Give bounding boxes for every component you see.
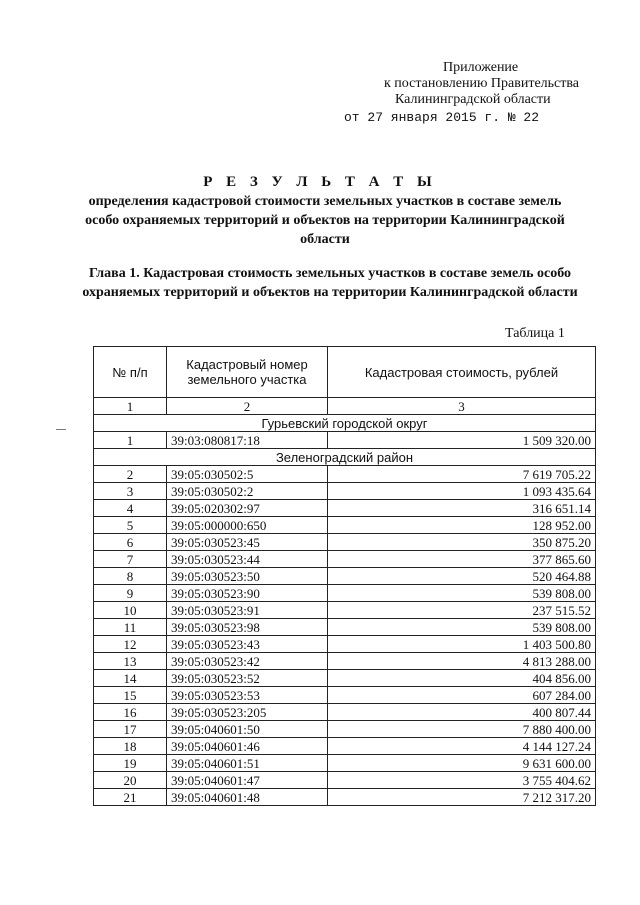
group-name: Гурьевский городской округ (94, 415, 596, 432)
table-row (94, 432, 596, 449)
table-row (94, 670, 596, 687)
row-number: 21 (94, 789, 167, 806)
table-row (94, 738, 596, 755)
table-row (94, 772, 596, 789)
cadastral-number: 39:05:030523:45 (167, 534, 328, 551)
cadastral-value: 539 808.00 (328, 585, 596, 602)
column-number: 2 (167, 398, 328, 415)
cadastral-number: 39:03:080817:18 (167, 432, 328, 449)
group-header-row (94, 449, 596, 466)
cadastral-number: 39:05:030523:91 (167, 602, 328, 619)
table-row (94, 466, 596, 483)
row-number: 5 (94, 517, 167, 534)
cadastral-value: 1 093 435.64 (328, 483, 596, 500)
cadastral-value: 128 952.00 (328, 517, 596, 534)
results-title: Р Е З У Л Ь Т А Т Ы (203, 174, 437, 190)
cadastral-value: 316 651.14 (328, 500, 596, 517)
row-number: 20 (94, 772, 167, 789)
appendix-date-line: от 27 января 2015 г. № 22 (344, 110, 540, 125)
table-row (94, 500, 596, 517)
cadastral-value: 400 807.44 (328, 704, 596, 721)
table-row (94, 721, 596, 738)
cadastral-number: 39:05:030502:5 (167, 466, 328, 483)
table-row (94, 585, 596, 602)
table-row (94, 602, 596, 619)
cadastral-number: 39:05:030523:44 (167, 551, 328, 568)
cadastral-value: 7 212 317.20 (328, 789, 596, 806)
appendix-region-line: Калининградской области (395, 92, 551, 107)
row-number: 1 (94, 432, 167, 449)
cadastral-number: 39:05:030523:205 (167, 704, 328, 721)
table-row (94, 568, 596, 585)
cadastral-value: 404 856.00 (328, 670, 596, 687)
table-row (94, 687, 596, 704)
cadastral-value: 1 403 500.80 (328, 636, 596, 653)
table-row (94, 789, 596, 806)
row-number: 6 (94, 534, 167, 551)
table-row (94, 636, 596, 653)
cadastral-number: 39:05:030523:53 (167, 687, 328, 704)
cadastral-number: 39:05:000000:650 (167, 517, 328, 534)
header-cadastral-value: Кадастровая стоимость, рублей (328, 347, 596, 398)
row-number: 14 (94, 670, 167, 687)
row-number: 11 (94, 619, 167, 636)
cadastral-value: 377 865.60 (328, 551, 596, 568)
row-number: 10 (94, 602, 167, 619)
table-row (94, 619, 596, 636)
table-row (94, 704, 596, 721)
table-label: Таблица 1 (505, 326, 565, 341)
cadastral-table (93, 346, 596, 806)
group-header-row (94, 415, 596, 432)
cadastral-number: 39:05:030523:43 (167, 636, 328, 653)
table-row (94, 483, 596, 500)
row-number: 17 (94, 721, 167, 738)
row-number: 8 (94, 568, 167, 585)
row-number: 9 (94, 585, 167, 602)
table-row (94, 517, 596, 534)
row-number: 2 (94, 466, 167, 483)
row-number: 3 (94, 483, 167, 500)
appendix-block (300, 60, 600, 126)
row-number: 18 (94, 738, 167, 755)
cadastral-number: 39:05:030523:98 (167, 619, 328, 636)
cadastral-number: 39:05:030523:52 (167, 670, 328, 687)
table-row (94, 755, 596, 772)
header-cadastral-number: Кадастровый номер земельного участка (167, 347, 328, 398)
row-number: 19 (94, 755, 167, 772)
cadastral-value: 7 880 400.00 (328, 721, 596, 738)
group-name: Зеленоградский район (94, 449, 596, 466)
row-number: 15 (94, 687, 167, 704)
cadastral-number: 39:05:040601:47 (167, 772, 328, 789)
cadastral-number: 39:05:040601:50 (167, 721, 328, 738)
cadastral-value: 7 619 705.22 (328, 466, 596, 483)
cadastral-number: 39:05:040601:48 (167, 789, 328, 806)
row-number: 12 (94, 636, 167, 653)
results-subtitle: определения кадастровой стоимости земельных участков в составе земель особо охраняемых территорий и объектов на территории Калининградской области (85, 194, 565, 247)
cadastral-value: 4 813 288.00 (328, 653, 596, 670)
table-header-row (94, 347, 596, 398)
table-row (94, 653, 596, 670)
cadastral-number: 39:05:040601:46 (167, 738, 328, 755)
row-number: 16 (94, 704, 167, 721)
margin-mark (56, 429, 66, 430)
row-number: 13 (94, 653, 167, 670)
cadastral-value: 520 464.88 (328, 568, 596, 585)
cadastral-value: 350 875.20 (328, 534, 596, 551)
table-row (94, 534, 596, 551)
table-row (94, 551, 596, 568)
cadastral-number: 39:05:030523:50 (167, 568, 328, 585)
appendix-resolution-line: к постановлению Правительства (384, 76, 580, 91)
appendix-title: Приложение (443, 60, 519, 75)
cadastral-number: 39:05:030523:42 (167, 653, 328, 670)
cadastral-number: 39:05:040601:51 (167, 755, 328, 772)
cadastral-value: 607 284.00 (328, 687, 596, 704)
cadastral-value: 9 631 600.00 (328, 755, 596, 772)
cadastral-value: 237 515.52 (328, 602, 596, 619)
cadastral-value: 3 755 404.62 (328, 772, 596, 789)
cadastral-number: 39:05:030502:2 (167, 483, 328, 500)
column-number: 1 (94, 398, 167, 415)
row-number: 7 (94, 551, 167, 568)
cadastral-number: 39:05:030523:90 (167, 585, 328, 602)
chapter-title: Глава 1. Кадастровая стоимость земельных участков в составе земель особо охраняемых территорий и объектов на территории Калининградской области (82, 266, 578, 300)
header-number: № п/п (94, 347, 167, 398)
column-number: 3 (328, 398, 596, 415)
cadastral-number: 39:05:020302:97 (167, 500, 328, 517)
cadastral-value: 539 808.00 (328, 619, 596, 636)
row-number: 4 (94, 500, 167, 517)
column-numbers-row (94, 398, 596, 415)
cadastral-value: 1 509 320.00 (328, 432, 596, 449)
table-body (94, 398, 596, 806)
cadastral-value: 4 144 127.24 (328, 738, 596, 755)
